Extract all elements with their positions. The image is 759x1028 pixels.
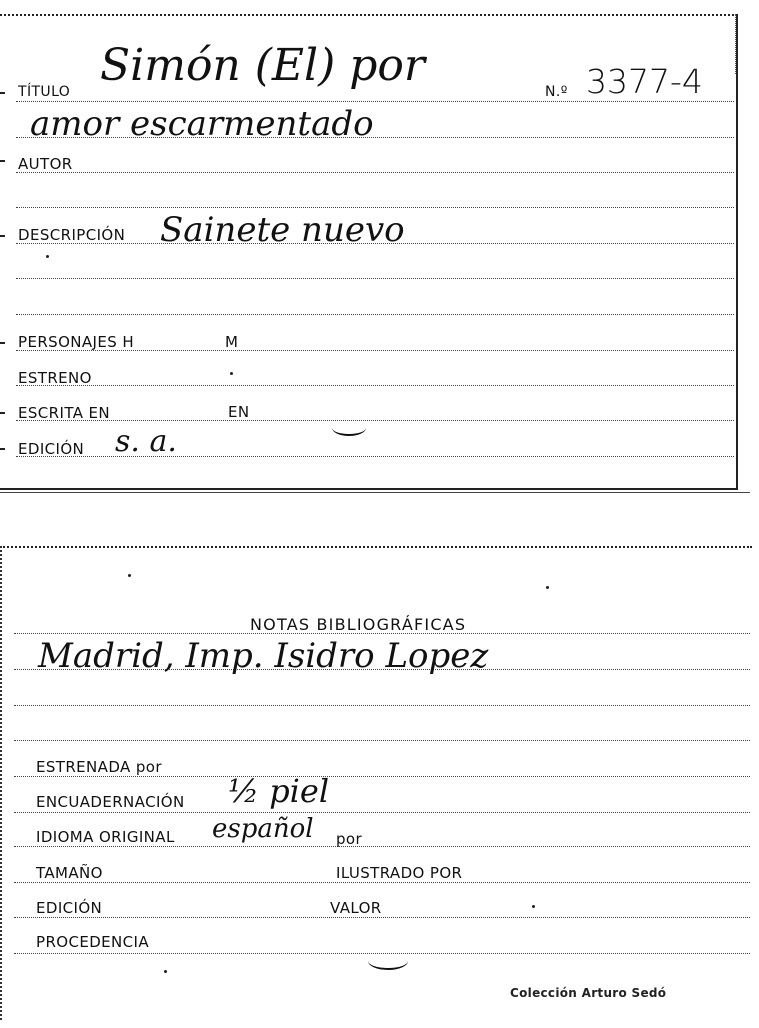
titulo-label: TÍTULO	[18, 84, 71, 100]
ink-mark	[46, 255, 49, 258]
titulo-value-continued: amor escarmentado	[30, 104, 374, 144]
procedencia-label: PROCEDENCIA	[36, 933, 150, 951]
margin-tick	[0, 235, 5, 237]
numero-value: 3377-4	[586, 62, 703, 101]
form-rule	[16, 314, 734, 315]
form-rule	[16, 278, 734, 279]
margin-tick	[0, 342, 5, 344]
estreno-label: ESTRENO	[18, 369, 92, 387]
encuadernacion-label: ENCUADERNACIÓN	[36, 793, 185, 811]
form-rule	[14, 705, 750, 706]
ink-mark	[332, 420, 366, 436]
titulo-value: Simón (El) por	[100, 40, 425, 91]
autor-label: AUTOR	[18, 155, 73, 173]
idioma-value: español	[212, 814, 314, 844]
form-rule	[16, 385, 734, 386]
idioma-label: IDIOMA ORIGINAL	[36, 828, 175, 846]
valor-label: VALOR	[330, 899, 382, 917]
descripcion-label: DESCRIPCIÓN	[18, 226, 126, 244]
form-rule	[16, 207, 734, 208]
form-rule	[16, 172, 734, 173]
ilustrado-label: ILUSTRADO POR	[336, 864, 463, 882]
form-rule	[14, 917, 750, 918]
coleccion-imprint: Colección Arturo Sedó	[510, 986, 667, 1000]
descripcion-value: Sainete nuevo	[160, 210, 405, 250]
margin-tick	[0, 448, 5, 450]
margin-tick	[0, 412, 5, 414]
ink-mark	[230, 372, 233, 375]
ink-mark	[532, 905, 535, 908]
personajes-label: PERSONAJES H	[18, 333, 135, 351]
ink-mark	[546, 586, 549, 589]
numero-label: N.º	[545, 84, 568, 100]
ink-mark	[368, 952, 408, 970]
tamano-label: TAMAÑO	[36, 864, 103, 882]
estrenada-label: ESTRENADA por	[36, 758, 162, 776]
form-rule	[14, 776, 750, 777]
form-rule	[14, 846, 750, 847]
form-rule	[14, 812, 750, 813]
personajes-m-label: M	[225, 333, 239, 351]
idioma-por-label: por	[336, 830, 363, 848]
form-rule	[14, 740, 750, 741]
edicion-value: s. a.	[115, 424, 177, 459]
encuadernacion-value: ½ piel	[228, 772, 330, 810]
form-rule	[16, 101, 734, 102]
card-edge	[735, 14, 750, 74]
notas-value: Madrid, Imp. Isidro Lopez	[38, 636, 489, 676]
margin-tick	[0, 160, 5, 162]
notas-heading: NOTAS BIBLIOGRÁFICAS	[250, 615, 467, 634]
ink-mark	[128, 574, 131, 577]
escrita-en-label: ESCRITA EN	[18, 404, 111, 422]
edicion-back-label: EDICIÓN	[36, 899, 103, 917]
ink-mark	[164, 970, 167, 973]
card-separator	[0, 492, 750, 493]
form-rule	[16, 420, 734, 421]
margin-tick	[0, 92, 5, 94]
form-rule	[14, 882, 750, 883]
edicion-label: EDICIÓN	[18, 440, 85, 458]
en-label: EN	[228, 403, 250, 421]
